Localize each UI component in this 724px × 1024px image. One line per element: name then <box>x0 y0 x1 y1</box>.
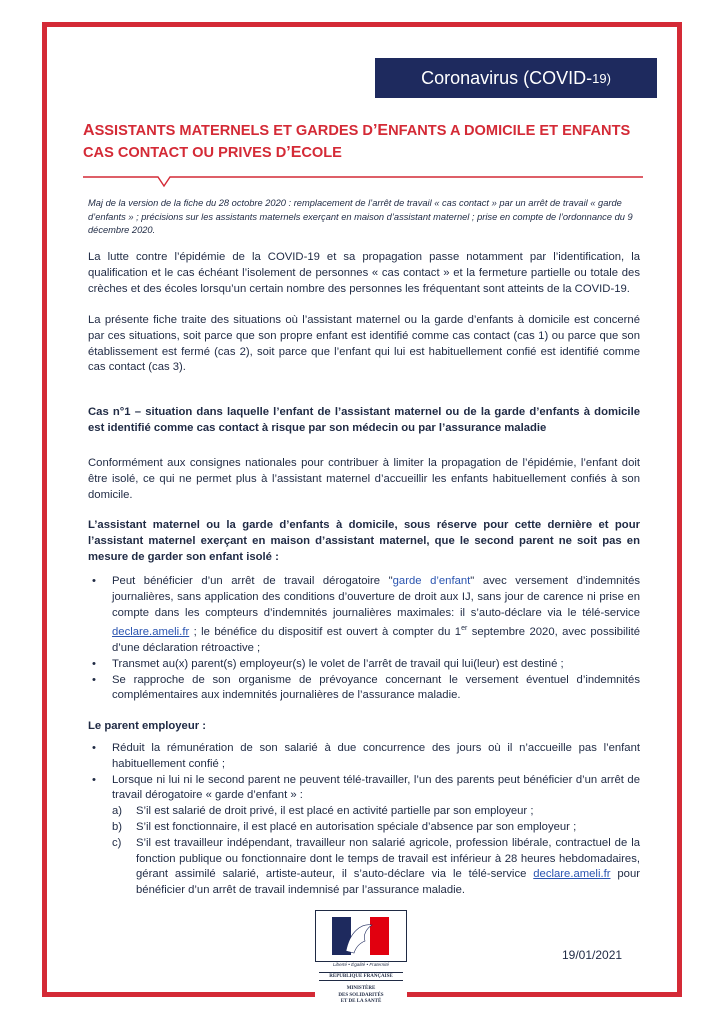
bullet-text: ; le bénéfice du dispositif est ouvert à compter du 1 <box>189 626 462 639</box>
document-title <box>83 120 643 164</box>
list-item <box>88 574 640 657</box>
sub-list-text: S’il est fonctionnaire, il est placé en autorisation spéciale d’absence par son employeur ; <box>136 820 577 833</box>
logo-republic: RÉPUBLIQUE FRANÇAISE <box>319 972 403 981</box>
title-part: ’E <box>286 144 302 161</box>
logo-ministry-line: MINISTÈRE <box>346 986 376 991</box>
header-banner <box>375 58 657 98</box>
bullet-text: Se rapproche de son organisme de prévoyance concernant le versement éventuel d’indemnités complémentaires aux indemnités journalières de l’assurance maladie. <box>112 673 640 702</box>
title-part: SSISTANTS MATERNELS ET GARDES D <box>94 123 373 139</box>
bullet-icon: • <box>92 773 96 786</box>
sub-list-item <box>112 836 640 899</box>
title-underline-speech-icon <box>83 176 643 188</box>
bullet-icon: • <box>92 673 96 686</box>
banner-title: Coronavirus (COVID- <box>421 67 593 88</box>
sub-list-letter: c) <box>112 836 122 849</box>
title-part: A <box>83 122 95 139</box>
case-1-paragraph: Conformément aux consignes nationales pour contribuer à limiter la propagation de l’épidémie, l’enfant doit être isolé, ce qui ne permet plus à l’assistant maternel d’accueillir les enfants habituellement confiés à son domicile. <box>88 457 640 501</box>
parent-bullet-list <box>88 741 640 899</box>
bullet-text: Lorsque ni lui ni le second parent ne peuvent télé-travailler, l’un des parents peut bénéficier d’un arrêt de travail dérogatoire « garde d’enfant » : <box>112 773 640 802</box>
list-item <box>88 773 640 899</box>
title-part: NFANTS A DOMICILE ET ENFANTS CAS <box>83 123 631 161</box>
sub-list-letter: a) <box>112 805 123 818</box>
intro-paragraph-2: La présente fiche traite des situations où l’assistant maternel ou la garde d’enfants à domicile est concerné par ces situations, soit parce que son propre enfant est identifié comme cas contact (cas 1) ou parce que son établissement est fermé (cas 2), soit parce que l’enfant qui lui est habituellement confié est identifié comme cas contact (cas 3). <box>88 314 640 374</box>
sub-list-text: pour bénéficier d’un arrêt de travail indemnisé par l’assurance maladie. <box>136 868 640 897</box>
parent-employer-heading: Le parent employeur : <box>88 720 207 732</box>
bullet-text: Transmet au(x) parent(s) employeur(s) le volet de l’arrêt de travail qui lui(leur) est destiné ; <box>112 657 564 670</box>
document-date: 19/01/2021 <box>562 948 623 962</box>
title-part: ’E <box>372 122 389 139</box>
sub-list-letter: b) <box>112 820 123 833</box>
bullet-icon: • <box>92 657 96 670</box>
ministry-logo <box>315 910 407 1014</box>
quoted-term: garde d’enfant <box>392 575 471 587</box>
sub-list <box>112 804 640 899</box>
bullet-icon: • <box>92 742 96 754</box>
sub-list-item <box>112 820 640 836</box>
case-1-heading: Cas n°1 – situation dans laquelle l’enfant de l’assistant maternel ou de la garde d’enfants à domicile est identifié comme cas contact à risque par son médecin ou par l’assurance maladie <box>88 406 640 434</box>
logo-ministry-line: ET DE LA SANTÉ <box>340 999 382 1004</box>
bullet-text: " avec versement d’indemnités journalières, sans application des conditions d’ouverture de droit aux IJ, sans jour de carence ni prise en compte dans les compteurs d’indemnités journalières maximales: il s’auto-déclare via le télé-service <box>112 575 641 619</box>
bullet-text: septembre 2020, avec possibilité d’une déclaration rétroactive ; <box>112 626 640 654</box>
case-1-bold-intro: L’assistant maternel ou la garde d’enfants à domicile, sous réserve pour cette dernière et pour l’assistant maternel exerçant en maison d’assistant maternel, que le second parent ne soit pas en mesure de garder son enfant isolé : <box>88 519 640 563</box>
logo-ministry-line: DES SOLIDARITÉS <box>338 992 384 998</box>
sub-list-text: S’il est travailleur indépendant, travailleur non salarié agricole, profession libérale, contractuel de la fonction publique ou fonctionnaire dont le temps de travail est inférieur à 28 heures hebdomadaires, gérant assimilé salarié, artiste-auteur, il s’auto-déclare via le télé-service <box>136 836 640 881</box>
declare-ameli-link[interactable]: declare.ameli.fr <box>112 626 190 639</box>
list-item <box>88 657 640 673</box>
sub-list-item <box>112 804 640 820</box>
title-part: COLE <box>301 145 342 161</box>
intro-paragraph-1: La lutte contre l’épidémie de la COVID-19 et sa propagation passe notamment par l’identification, la qualification et le cas échéant l’isolement de personnes « cas contact » et la fermeture partielle ou totale des crèches et des écoles lorsqu’un certain nombre des personnes les fréquentant sont atteints de la COVID-19. <box>88 251 640 295</box>
list-item <box>88 741 640 773</box>
banner-title-suffix: 19) <box>592 70 611 86</box>
logo-ministry <box>315 986 407 1006</box>
bullet-text: Peut bénéficier d’un arrêt de travail dérogatoire " <box>112 575 393 587</box>
marianne-logo-icon <box>315 910 407 962</box>
sub-list-text: S’il est salarié de droit privé, il est placé en activité partielle par son employeur ; <box>136 805 534 818</box>
superscript: er <box>461 625 468 633</box>
list-item <box>88 673 640 705</box>
title-part: CONTACT OU PRIVES D <box>113 145 287 161</box>
bullet-text: Réduit la rémunération de son salarié à due concurrence des jours où il n’accueille pas l’enfant habituellement confié ; <box>112 742 640 770</box>
update-note: Maj de la version de la fiche du 28 octobre 2020 : remplacement de l’arrêt de travail « cas contact » par un arrêt de travail « garde d’enfants » ; précisions sur les assistants maternels exerçant en maison d’assistant maternel ; prise en compte de l’ordonnance du 9 décembre 2020. <box>88 198 633 235</box>
logo-motto: Liberté • Égalité • Fraternité <box>332 962 390 967</box>
bullet-icon: • <box>92 575 96 587</box>
declare-ameli-link[interactable]: declare.ameli.fr <box>533 868 611 881</box>
childminder-bullet-list <box>88 574 640 704</box>
